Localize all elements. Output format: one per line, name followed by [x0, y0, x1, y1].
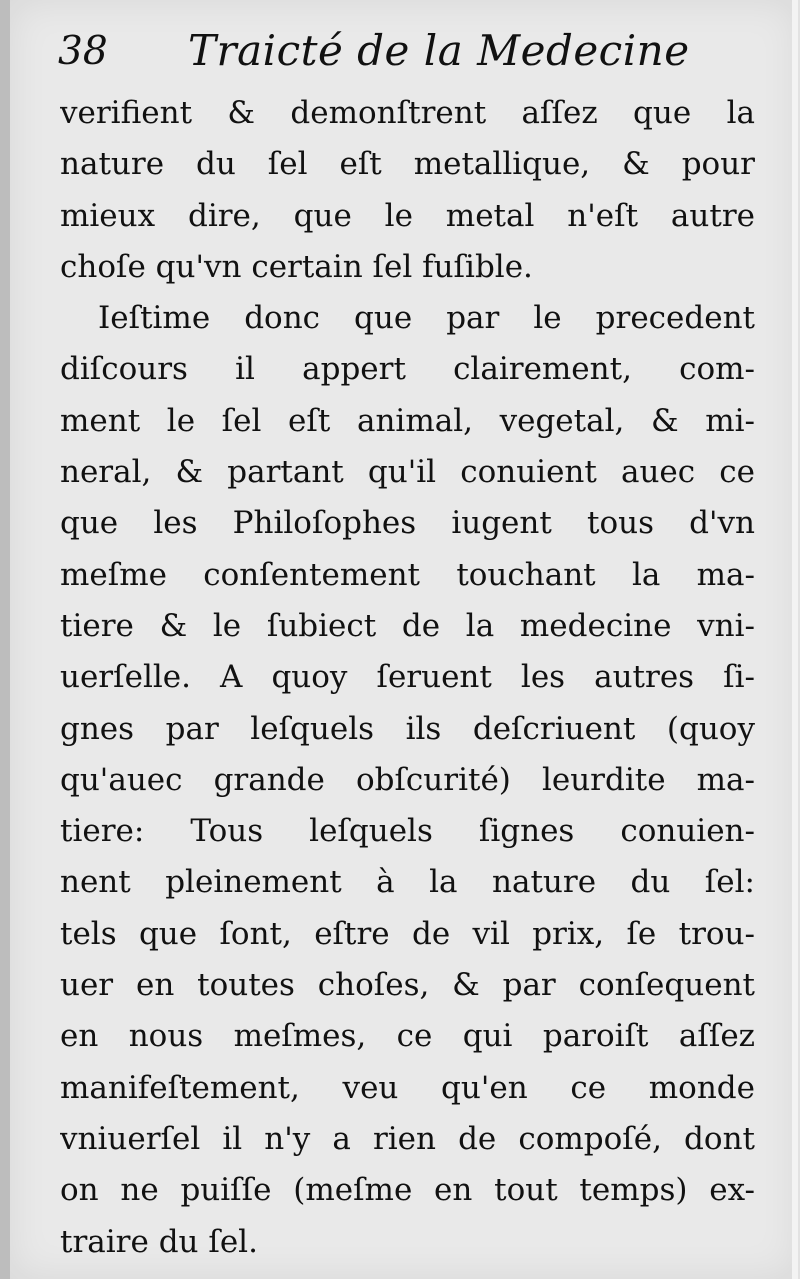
- text-line: qu'auec grande obſcurité) leurdite ma-: [60, 761, 755, 798]
- text-line: en nous meſmes, ce qui paroiſt aſſez: [60, 1018, 755, 1055]
- text-line: vniuerſel il n'y a rien de compoſé, dont: [60, 1120, 755, 1157]
- text-line: choſe qu'vn certain ſel fuſible.: [60, 248, 533, 285]
- text-line: gnes par leſquels ils deſcriuent (quoy: [60, 710, 755, 747]
- text-line: tiere: Tous leſquels ſignes conuien-: [60, 813, 755, 850]
- text-line: tiere & le ſubiect de la medecine vni-: [60, 607, 755, 644]
- text-line: manifeſtement, veu qu'en ce monde: [60, 1069, 755, 1106]
- text-line: uer en toutes choſes, & par conſequent: [60, 967, 755, 1004]
- text-line: meſme conſentement touchant la ma-: [60, 556, 755, 593]
- text-line: Ieſtime donc que par le precedent: [98, 300, 755, 337]
- text-line: que les Philoſophes iugent tous d'vn: [60, 505, 755, 542]
- page-edge: [792, 0, 798, 1279]
- text-line: nent pleinement à la nature du ſel:: [60, 864, 755, 901]
- page-header: [58, 28, 738, 88]
- running-title: Traicté de la Medecine: [188, 26, 690, 75]
- text-line: nature du ſel eſt metallique, & pour: [60, 146, 755, 183]
- text-line: on ne puiſſe (meſme en tout temps) ex-: [60, 1172, 755, 1209]
- text-line: mieux dire, que le metal n'eſt autre: [60, 197, 755, 234]
- text-line: ment le ſel eſt animal, vegetal, & mi-: [60, 402, 755, 439]
- text-line: traire du ſel.: [60, 1223, 258, 1260]
- text-line: neral, & partant qu'il conuient auec ce: [60, 454, 755, 491]
- text-line: uerſelle. A quoy ſeruent les autres ſi-: [60, 659, 755, 696]
- text-line: diſcours il appert clairement, com-: [60, 351, 755, 388]
- page-number: 38: [58, 29, 108, 74]
- page-gutter-shadow: [0, 0, 10, 1279]
- body-text: [60, 88, 755, 1268]
- text-line: verifient & demonſtrent aſſez que la: [60, 95, 755, 131]
- text-line: tels que ſont, eſtre de vil prix, ſe trou-: [60, 915, 755, 952]
